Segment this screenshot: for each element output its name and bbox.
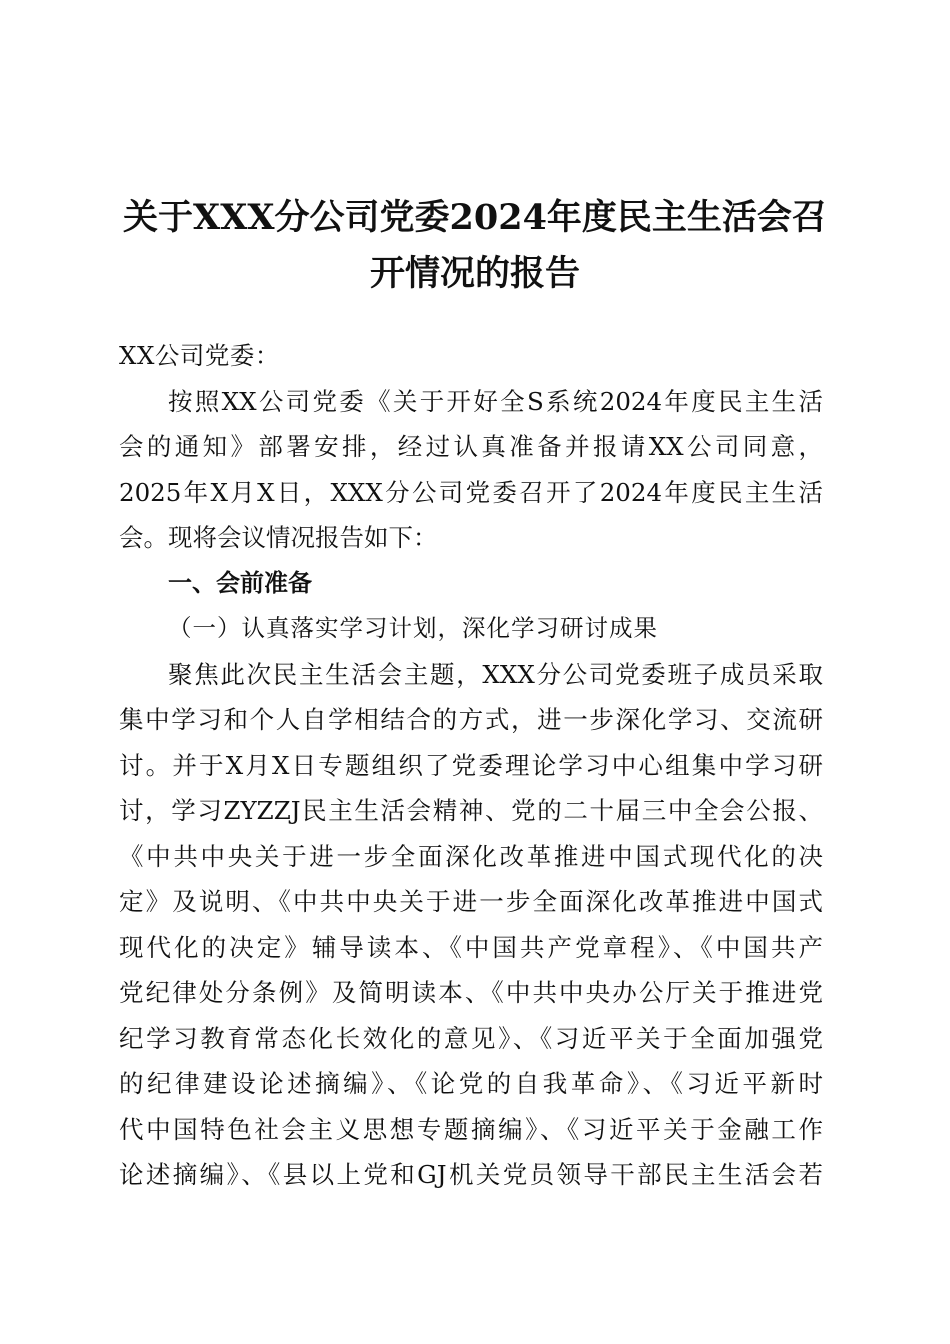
section-heading: 一、会前准备 (168, 568, 312, 597)
study-line-7: 现代化的决定》辅导读本、《中国共产党章程》、《中国共产 (119, 932, 823, 962)
study-line-5: 《中共中央关于进一步全面深化改革推进中国式现代化的决 (119, 841, 823, 871)
salutation: XX公司党委： (119, 341, 280, 370)
intro-line-2: 会的通知》部署安排，经过认真准备并报请XX公司同意， (119, 432, 823, 461)
study-line-9: 纪学习教育常态化长效化的意见》、《习近平关于全面加强党 (119, 1023, 823, 1053)
study-paragraph (119, 652, 823, 1198)
study-line-11: 代中国特色社会主义思想专题摘编》、《习近平关于金融工作 (119, 1114, 823, 1144)
study-line-4: 讨，学习ZYZZJ民主生活会精神、党的二十届三中全会公报、 (119, 796, 823, 825)
intro-line-1: 按照XX公司党委《关于开好全S系统2024年度民主生活 (168, 386, 823, 416)
intro-paragraph (119, 379, 823, 561)
study-line-8: 党纪律处分条例》及简明读本、《中共中央办公厅关于推进党 (119, 978, 823, 1007)
title-line-1: 关于XXX分公司党委2024年度民主生活会召 (123, 197, 827, 238)
study-line-6: 定》及说明、《中共中央关于进一步全面深化改革推进中国式 (119, 887, 823, 916)
study-line-12: 论述摘编》、《县以上党和GJ机关党员领导干部民主生活会若 (119, 1160, 823, 1189)
intro-line-4: 会。现将会议情况报告如下： (119, 523, 438, 552)
subsection-heading: （一）认真落实学习计划，深化学习研讨成果 (168, 614, 658, 642)
document-title (110, 190, 840, 302)
intro-line-3: 2025年X月X日，XXX分公司党委召开了2024年度民主生活 (119, 477, 823, 507)
study-line-2: 集中学习和个人自学相结合的方式，进一步深化学习、交流研 (119, 705, 823, 734)
title-line-2: 开情况的报告 (369, 253, 580, 294)
study-line-1: 聚焦此次民主生活会主题，XXX分公司党委班子成员采取 (168, 659, 823, 689)
study-line-3: 讨。并于X月X日专题组织了党委理论学习中心组集中学习研 (119, 750, 823, 780)
document-body (119, 333, 823, 1198)
study-line-10: 的纪律建设论述摘编》、《论党的自我革命》、《习近平新时 (119, 1069, 823, 1098)
